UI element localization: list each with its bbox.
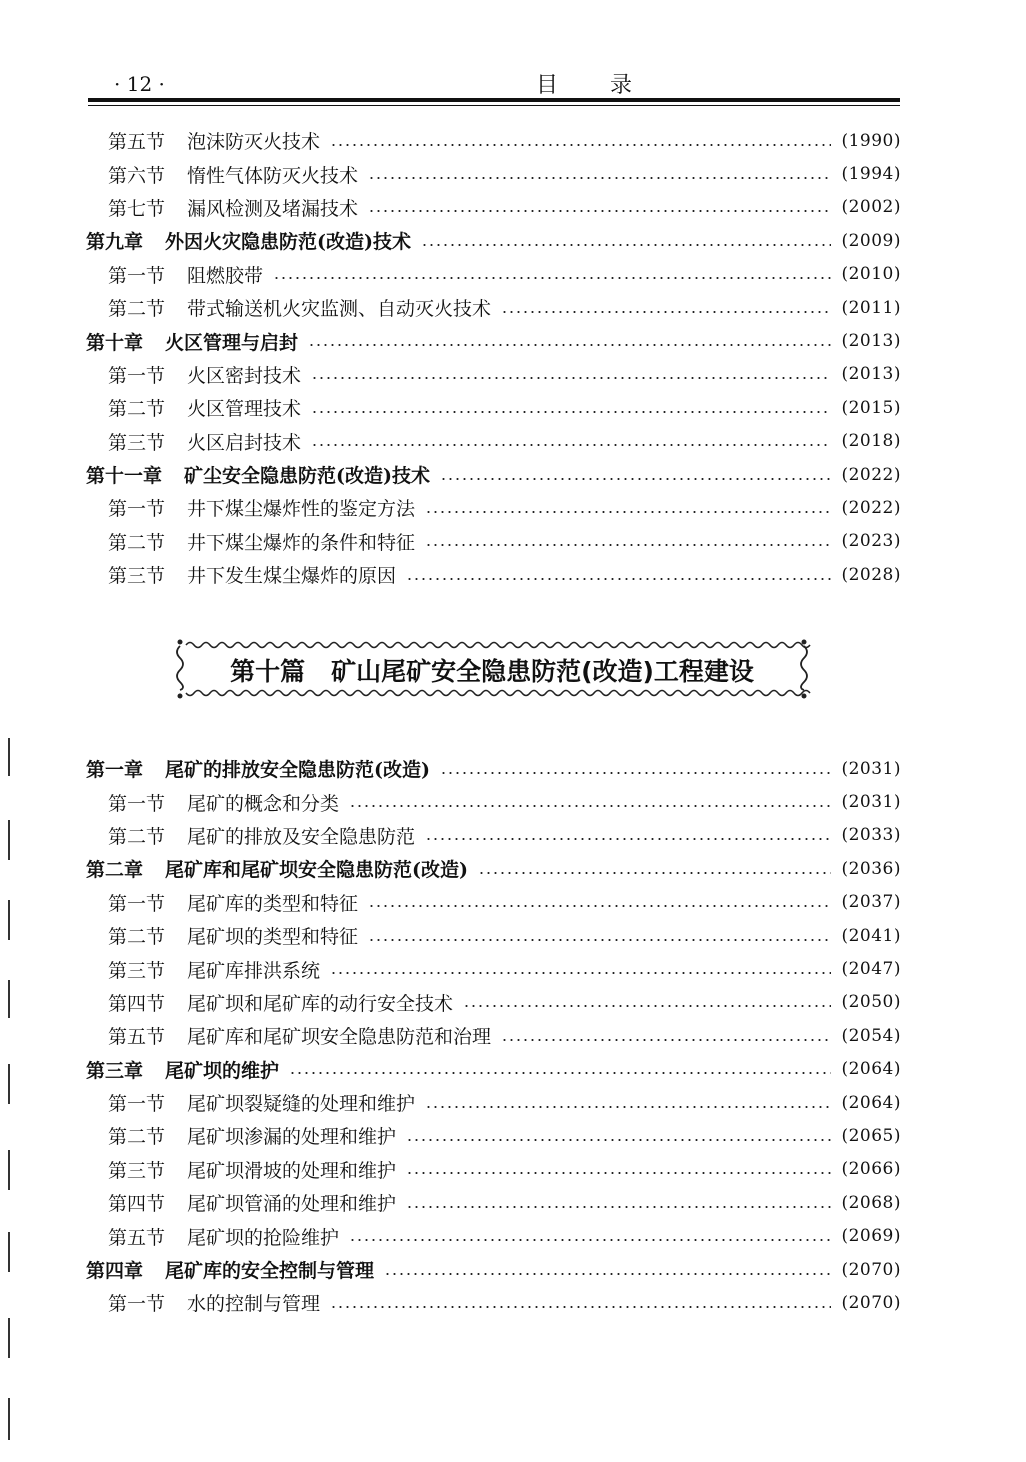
toc-entry-label: 第二节 bbox=[108, 926, 166, 949]
toc-section-row bbox=[86, 785, 901, 818]
toc-entry-title: 阻燃胶带 bbox=[187, 264, 264, 287]
dot-leader bbox=[463, 1005, 831, 1007]
toc-entry-label: 第二节 bbox=[108, 398, 166, 421]
toc-entry-label: 第一节 bbox=[108, 792, 166, 815]
dot-leader bbox=[425, 544, 831, 546]
toc-section-row bbox=[86, 1286, 901, 1319]
toc-section-row bbox=[86, 1019, 901, 1052]
toc-entry-title: 外因火灾隐患防范(改造)技术 bbox=[165, 231, 411, 254]
toc-section-row bbox=[86, 124, 901, 157]
toc-section-row bbox=[86, 886, 901, 919]
toc-entry-page: (2050) bbox=[841, 992, 901, 1013]
toc-entry-title: 泡沫防灭火技术 bbox=[187, 131, 321, 154]
toc-entry-page: (2068) bbox=[841, 1192, 901, 1213]
dot-leader bbox=[425, 1106, 831, 1108]
toc-entry-title: 尾矿坝渗漏的处理和维护 bbox=[187, 1126, 397, 1149]
toc-entry-label: 第二节 bbox=[108, 531, 166, 554]
scan-margin-mark bbox=[8, 738, 10, 776]
dot-leader bbox=[384, 1273, 831, 1275]
toc-section-row bbox=[86, 986, 901, 1019]
toc-entry-page: (2065) bbox=[841, 1125, 901, 1146]
dot-leader bbox=[330, 972, 831, 974]
toc-entry-label: 第六节 bbox=[108, 164, 166, 187]
toc-section-row bbox=[86, 258, 901, 291]
toc-entry-page: (2033) bbox=[841, 825, 901, 846]
toc-entry-title: 火区管理与启封 bbox=[165, 331, 299, 354]
dot-leader bbox=[478, 872, 831, 874]
dot-leader bbox=[368, 210, 831, 212]
header-rule-thin bbox=[88, 105, 900, 106]
toc-entry-label: 第四节 bbox=[108, 1193, 166, 1216]
dot-leader bbox=[501, 1039, 831, 1041]
part-banner bbox=[172, 636, 812, 702]
toc-entry-page: (2036) bbox=[841, 858, 901, 879]
toc-section-row bbox=[86, 157, 901, 190]
toc-entry-title: 尾矿的排放安全隐患防范(改造) bbox=[165, 759, 430, 782]
toc-entry-label: 第二节 bbox=[108, 825, 166, 848]
dot-leader bbox=[273, 277, 831, 279]
toc-entry-label: 第二章 bbox=[86, 859, 144, 882]
toc-entry-label: 第二节 bbox=[108, 298, 166, 321]
toc-chapter-row bbox=[86, 458, 901, 491]
toc-entry-title: 尾矿库排洪系统 bbox=[187, 959, 321, 982]
toc-entry-page: (2064) bbox=[841, 1059, 901, 1080]
page-header bbox=[88, 66, 900, 98]
header-rule-thick bbox=[88, 98, 900, 102]
toc-entry-label: 第四章 bbox=[86, 1260, 144, 1283]
toc-entry-title: 火区启封技术 bbox=[187, 431, 302, 454]
toc-section-row bbox=[86, 1153, 901, 1186]
toc-entry-title: 尾矿坝的类型和特征 bbox=[187, 926, 359, 949]
toc-section-row bbox=[86, 525, 901, 558]
toc-entry-title: 尾矿的排放及安全隐患防范 bbox=[187, 825, 416, 848]
toc-entry-page: (2064) bbox=[841, 1092, 901, 1113]
toc-entry-title: 尾矿坝管涌的处理和维护 bbox=[187, 1193, 397, 1216]
toc-entry-label: 第一节 bbox=[108, 264, 166, 287]
toc-entry-title: 惰性气体防灭火技术 bbox=[187, 164, 359, 187]
toc-section-row bbox=[86, 919, 901, 952]
dot-leader bbox=[311, 411, 831, 413]
toc-entry-label: 第三节 bbox=[108, 565, 166, 588]
scan-margin-mark bbox=[8, 980, 10, 1018]
toc-entry-label: 第四节 bbox=[108, 992, 166, 1015]
toc-entry-page: (2022) bbox=[841, 497, 901, 518]
dot-leader bbox=[406, 1139, 831, 1141]
toc-entry-label: 第五节 bbox=[108, 1226, 166, 1249]
toc-entry-page: (2070) bbox=[841, 1259, 901, 1280]
toc-entry-page: (2023) bbox=[841, 531, 901, 552]
dot-leader bbox=[501, 311, 831, 313]
toc-entry-label: 第五节 bbox=[108, 131, 166, 154]
scan-margin-mark bbox=[8, 1398, 10, 1440]
toc-entry-page: (2047) bbox=[841, 959, 901, 980]
toc-entry-page: (2015) bbox=[841, 397, 901, 418]
dot-leader bbox=[368, 905, 831, 907]
scan-margin-mark bbox=[8, 1150, 10, 1190]
toc-section-row bbox=[86, 1186, 901, 1219]
toc-section-row bbox=[86, 358, 901, 391]
toc-list-after-part bbox=[86, 752, 901, 1320]
dot-leader bbox=[368, 177, 831, 179]
toc-entry-page: (2010) bbox=[841, 264, 901, 285]
toc-section-row bbox=[86, 491, 901, 524]
toc-section-row bbox=[86, 191, 901, 224]
toc-entry-label: 第五节 bbox=[108, 1026, 166, 1049]
toc-entry-page: (2070) bbox=[841, 1292, 901, 1313]
toc-entry-page: (2031) bbox=[841, 792, 901, 813]
dot-leader bbox=[440, 772, 831, 774]
dot-leader bbox=[308, 344, 831, 346]
header-title: 目录 bbox=[536, 73, 685, 98]
dot-leader bbox=[406, 1206, 831, 1208]
dot-leader bbox=[425, 511, 831, 513]
toc-entry-page: (2041) bbox=[841, 925, 901, 946]
toc-entry-page: (2037) bbox=[841, 892, 901, 913]
toc-entry-label: 第一节 bbox=[108, 498, 166, 521]
toc-entry-title: 尾矿坝和尾矿库的动行安全技术 bbox=[187, 992, 454, 1015]
toc-section-row bbox=[86, 391, 901, 424]
toc-entry-page: (1994) bbox=[841, 164, 901, 185]
toc-entry-page: (2011) bbox=[841, 297, 901, 318]
toc-entry-page: (2002) bbox=[841, 197, 901, 218]
dot-leader bbox=[349, 805, 831, 807]
dot-leader bbox=[289, 1072, 831, 1074]
dot-leader bbox=[406, 578, 831, 580]
toc-section-row bbox=[86, 425, 901, 458]
toc-entry-title: 尾矿坝的维护 bbox=[165, 1059, 280, 1082]
part-title: 矿山尾矿安全隐患防范(改造)工程建设 bbox=[331, 657, 754, 686]
scan-margin-mark bbox=[8, 900, 10, 940]
toc-entry-title: 井下煤尘爆炸性的鉴定方法 bbox=[187, 498, 416, 521]
toc-entry-label: 第一节 bbox=[108, 892, 166, 915]
dot-leader bbox=[406, 1172, 831, 1174]
toc-list-before-part bbox=[86, 124, 901, 591]
toc-entry-label: 第三节 bbox=[108, 431, 166, 454]
toc-section-row bbox=[86, 952, 901, 985]
toc-entry-page: (2031) bbox=[841, 758, 901, 779]
toc-entry-page: (2066) bbox=[841, 1159, 901, 1180]
toc-entry-title: 火区管理技术 bbox=[187, 398, 302, 421]
toc-chapter-row bbox=[86, 1253, 901, 1286]
toc-entry-title: 井下发生煤尘爆炸的原因 bbox=[187, 565, 397, 588]
toc-chapter-row bbox=[86, 324, 901, 357]
page-number: · 12 · bbox=[114, 72, 165, 96]
toc-entry-title: 尾矿坝滑坡的处理和维护 bbox=[187, 1159, 397, 1182]
toc-entry-page: (2022) bbox=[841, 464, 901, 485]
toc-entry-title: 尾矿的概念和分类 bbox=[187, 792, 340, 815]
toc-entry-label: 第三节 bbox=[108, 959, 166, 982]
toc-entry-page: (2028) bbox=[841, 564, 901, 585]
toc-entry-page: (2069) bbox=[841, 1226, 901, 1247]
dot-leader bbox=[368, 939, 831, 941]
dot-leader bbox=[421, 244, 831, 246]
toc-entry-page: (1990) bbox=[841, 130, 901, 151]
toc-entry-page: (2054) bbox=[841, 1025, 901, 1046]
dot-leader bbox=[440, 478, 831, 480]
toc-entry-page: (2013) bbox=[841, 364, 901, 385]
dot-leader bbox=[311, 444, 831, 446]
toc-section-row bbox=[86, 1086, 901, 1119]
toc-entry-label: 第九章 bbox=[86, 231, 144, 254]
dot-leader bbox=[425, 838, 831, 840]
dot-leader bbox=[311, 377, 831, 379]
toc-entry-label: 第十一章 bbox=[86, 465, 163, 488]
toc-section-row bbox=[86, 558, 901, 591]
scan-margin-mark bbox=[8, 1318, 10, 1358]
toc-entry-page: (2018) bbox=[841, 431, 901, 452]
toc-chapter-row bbox=[86, 224, 901, 257]
toc-chapter-row bbox=[86, 852, 901, 885]
toc-entry-label: 第一章 bbox=[86, 759, 144, 782]
scan-margin-mark bbox=[8, 1064, 10, 1104]
toc-section-row bbox=[86, 819, 901, 852]
toc-entry-label: 第一节 bbox=[108, 1293, 166, 1316]
toc-section-row bbox=[86, 291, 901, 324]
toc-chapter-row bbox=[86, 1053, 901, 1086]
toc-entry-title: 漏风检测及堵漏技术 bbox=[187, 197, 359, 220]
toc-entry-label: 第三章 bbox=[86, 1059, 144, 1082]
toc-entry-title: 水的控制与管理 bbox=[187, 1293, 321, 1316]
toc-section-row bbox=[86, 1219, 901, 1252]
toc-entry-title: 带式输送机火灾监测、自动灭火技术 bbox=[187, 298, 492, 321]
toc-entry-title: 尾矿库的类型和特征 bbox=[187, 892, 359, 915]
scan-margin-mark bbox=[8, 1232, 10, 1272]
toc-entry-page: (2013) bbox=[841, 331, 901, 352]
toc-entry-title: 火区密封技术 bbox=[187, 364, 302, 387]
toc-entry-title: 尾矿坝的抢险维护 bbox=[187, 1226, 340, 1249]
toc-entry-label: 第十章 bbox=[86, 331, 144, 354]
part-label: 第十篇 bbox=[230, 657, 306, 686]
toc-entry-label: 第一节 bbox=[108, 1093, 166, 1116]
toc-entry-label: 第二节 bbox=[108, 1126, 166, 1149]
toc-entry-title: 尾矿坝裂疑缝的处理和维护 bbox=[187, 1093, 416, 1116]
scan-margin-mark bbox=[8, 820, 10, 860]
dot-leader bbox=[330, 144, 831, 146]
toc-entry-title: 尾矿库的安全控制与管理 bbox=[165, 1260, 375, 1283]
toc-entry-label: 第三节 bbox=[108, 1159, 166, 1182]
dot-leader bbox=[330, 1306, 831, 1308]
dot-leader bbox=[349, 1239, 831, 1241]
toc-entry-title: 矿尘安全隐患防范(改造)技术 bbox=[184, 465, 430, 488]
part-heading bbox=[196, 652, 788, 688]
toc-entry-title: 井下煤尘爆炸的条件和特征 bbox=[187, 531, 416, 554]
toc-entry-page: (2009) bbox=[841, 230, 901, 251]
toc-chapter-row bbox=[86, 752, 901, 785]
toc-section-row bbox=[86, 1119, 901, 1152]
toc-entry-title: 尾矿库和尾矿坝安全隐患防范(改造) bbox=[165, 859, 468, 882]
toc-entry-label: 第七节 bbox=[108, 197, 166, 220]
toc-entry-title: 尾矿库和尾矿坝安全隐患防范和治理 bbox=[187, 1026, 492, 1049]
toc-entry-label: 第一节 bbox=[108, 364, 166, 387]
